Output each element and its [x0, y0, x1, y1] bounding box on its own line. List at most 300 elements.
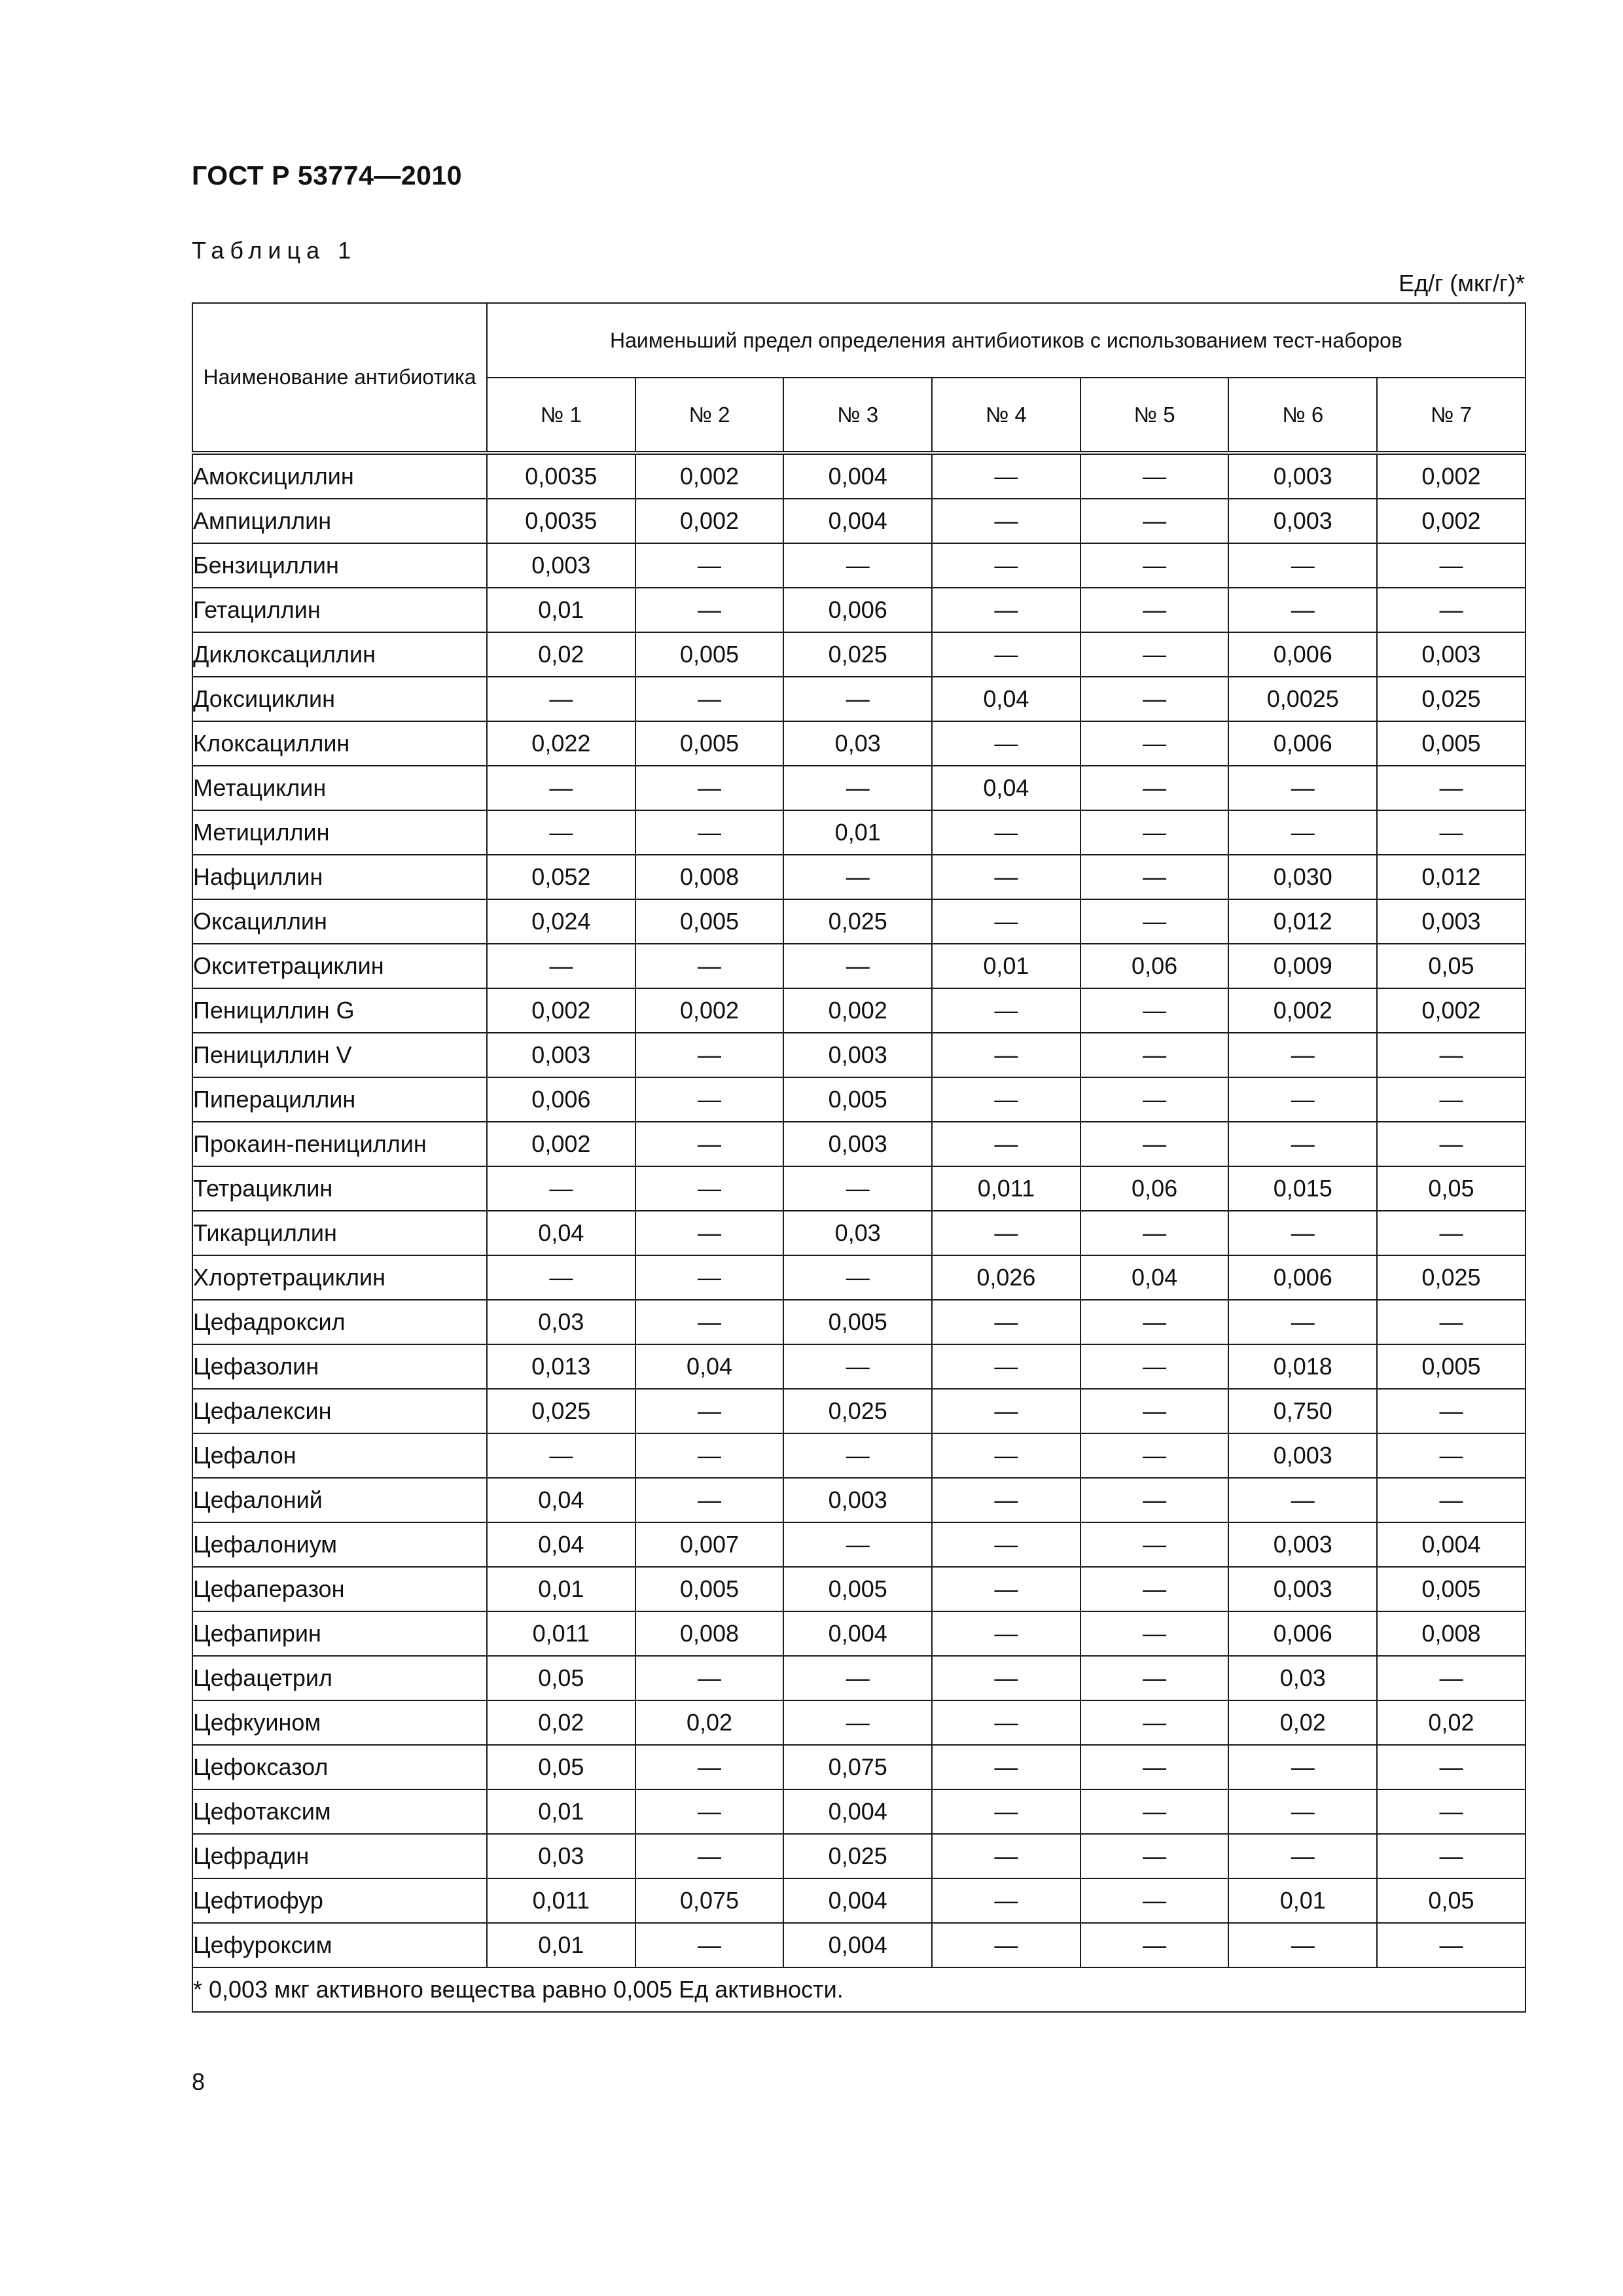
- antibiotic-name-cell: Окситетрациклин: [192, 944, 487, 988]
- units-label: Ед/г (мкг/г)*: [1399, 270, 1525, 296]
- antibiotic-name-cell: Доксициклин: [192, 677, 487, 721]
- value-cell-kit-4: —: [932, 1300, 1080, 1344]
- value-cell-kit-1: —: [487, 1255, 635, 1300]
- kit-header-2: № 2: [635, 378, 784, 453]
- antibiotic-name-cell: Бензициллин: [192, 543, 487, 588]
- value-cell-kit-3: 0,003: [783, 1478, 932, 1522]
- value-cell-kit-4: —: [932, 1077, 1080, 1122]
- value-cell-kit-2: 0,008: [635, 1611, 784, 1656]
- value-cell-kit-4: —: [932, 1344, 1080, 1389]
- value-cell-kit-6: —: [1228, 1122, 1377, 1166]
- value-cell-kit-1: 0,002: [487, 1122, 635, 1166]
- value-cell-kit-5: —: [1080, 1344, 1229, 1389]
- value-cell-kit-1: —: [487, 677, 635, 721]
- value-cell-kit-2: —: [635, 1789, 784, 1834]
- value-cell-kit-3: —: [783, 766, 932, 810]
- value-cell-kit-5: —: [1080, 855, 1229, 899]
- value-cell-kit-7: 0,005: [1377, 1567, 1525, 1611]
- value-cell-kit-1: —: [487, 1166, 635, 1211]
- antibiotic-name-cell: Цефалониум: [192, 1522, 487, 1567]
- table-row: [192, 677, 1525, 721]
- value-cell-kit-3: 0,002: [783, 988, 932, 1033]
- value-cell-kit-3: —: [783, 1700, 932, 1745]
- value-cell-kit-7: 0,002: [1377, 499, 1525, 543]
- value-cell-kit-2: 0,002: [635, 453, 784, 499]
- value-cell-kit-4: —: [932, 1478, 1080, 1522]
- value-cell-kit-3: 0,003: [783, 1122, 932, 1166]
- value-cell-kit-4: —: [932, 1789, 1080, 1834]
- value-cell-kit-4: —: [932, 1211, 1080, 1255]
- value-cell-kit-2: —: [635, 1923, 784, 1967]
- value-cell-kit-3: —: [783, 1255, 932, 1300]
- kit-header-4: № 4: [932, 378, 1080, 453]
- value-cell-kit-2: —: [635, 1033, 784, 1077]
- value-cell-kit-7: —: [1377, 1745, 1525, 1789]
- value-cell-kit-1: 0,01: [487, 1923, 635, 1967]
- value-cell-kit-7: —: [1377, 1656, 1525, 1700]
- footnote: * 0,003 мкг активного вещества равно 0,005 Ед активности.: [192, 1967, 1525, 2012]
- table-row: [192, 988, 1525, 1033]
- antibiotic-name-cell: Цефтиофур: [192, 1878, 487, 1923]
- antibiotic-name-cell: Цефалексин: [192, 1389, 487, 1433]
- value-cell-kit-5: —: [1080, 1611, 1229, 1656]
- value-cell-kit-7: —: [1377, 1211, 1525, 1255]
- value-cell-kit-4: —: [932, 899, 1080, 944]
- value-cell-kit-3: —: [783, 1656, 932, 1700]
- value-cell-kit-2: —: [635, 766, 784, 810]
- table-row: [192, 453, 1525, 499]
- value-cell-kit-1: 0,03: [487, 1300, 635, 1344]
- table-row: [192, 1077, 1525, 1122]
- document-title: ГОСТ Р 53774—2010: [192, 160, 463, 190]
- antibiotic-name-cell: Цефалоний: [192, 1478, 487, 1522]
- antibiotic-name-cell: Цефадроксил: [192, 1300, 487, 1344]
- value-cell-kit-1: 0,052: [487, 855, 635, 899]
- table-body: [192, 453, 1525, 2012]
- value-cell-kit-7: —: [1377, 1077, 1525, 1122]
- value-cell-kit-6: —: [1228, 543, 1377, 588]
- value-cell-kit-4: —: [932, 1745, 1080, 1789]
- value-cell-kit-3: 0,004: [783, 1923, 932, 1967]
- table-row: [192, 810, 1525, 855]
- value-cell-kit-6: 0,003: [1228, 1433, 1377, 1478]
- antibiotic-name-cell: Цефкуином: [192, 1700, 487, 1745]
- value-cell-kit-1: 0,003: [487, 543, 635, 588]
- table-row: [192, 1878, 1525, 1923]
- value-cell-kit-1: 0,02: [487, 1700, 635, 1745]
- value-cell-kit-6: 0,01: [1228, 1878, 1377, 1923]
- value-cell-kit-2: —: [635, 1834, 784, 1878]
- antibiotic-name-cell: Пиперациллин: [192, 1077, 487, 1122]
- value-cell-kit-5: —: [1080, 543, 1229, 588]
- value-cell-kit-3: —: [783, 1433, 932, 1478]
- value-cell-kit-3: —: [783, 1522, 932, 1567]
- value-cell-kit-3: 0,003: [783, 1033, 932, 1077]
- table-row: [192, 1745, 1525, 1789]
- kit-header-6: № 6: [1228, 378, 1377, 453]
- value-cell-kit-4: —: [932, 1878, 1080, 1923]
- value-cell-kit-1: 0,003: [487, 1033, 635, 1077]
- table-row: [192, 1567, 1525, 1611]
- value-cell-kit-4: —: [932, 1656, 1080, 1700]
- value-cell-kit-6: —: [1228, 1834, 1377, 1878]
- value-cell-kit-6: 0,03: [1228, 1656, 1377, 1700]
- antibiotic-name-cell: Метициллин: [192, 810, 487, 855]
- table-row: [192, 1211, 1525, 1255]
- kit-header-3: № 3: [783, 378, 932, 453]
- table-row: [192, 1300, 1525, 1344]
- value-cell-kit-3: —: [783, 1166, 932, 1211]
- value-cell-kit-4: —: [932, 1122, 1080, 1166]
- value-cell-kit-1: 0,0035: [487, 453, 635, 499]
- value-cell-kit-2: 0,02: [635, 1700, 784, 1745]
- value-cell-kit-3: 0,006: [783, 588, 932, 632]
- value-cell-kit-7: —: [1377, 1478, 1525, 1522]
- value-cell-kit-7: —: [1377, 1122, 1525, 1166]
- value-cell-kit-3: 0,03: [783, 721, 932, 766]
- value-cell-kit-7: 0,002: [1377, 988, 1525, 1033]
- value-cell-kit-3: 0,004: [783, 1878, 932, 1923]
- value-cell-kit-4: —: [932, 453, 1080, 499]
- value-cell-kit-2: —: [635, 1211, 784, 1255]
- value-cell-kit-1: 0,025: [487, 1389, 635, 1433]
- table-row: [192, 1122, 1525, 1166]
- table-row: [192, 1700, 1525, 1745]
- table-row: [192, 1923, 1525, 1967]
- antibiotics-table: [192, 302, 1526, 2013]
- value-cell-kit-3: —: [783, 543, 932, 588]
- value-cell-kit-1: 0,01: [487, 1789, 635, 1834]
- value-cell-kit-3: 0,005: [783, 1300, 932, 1344]
- value-cell-kit-2: —: [635, 677, 784, 721]
- value-cell-kit-1: 0,024: [487, 899, 635, 944]
- table-row: [192, 1389, 1525, 1433]
- antibiotic-name-cell: Цефоксазол: [192, 1745, 487, 1789]
- value-cell-kit-5: —: [1080, 1122, 1229, 1166]
- antibiotic-name-cell: Цефапирин: [192, 1611, 487, 1656]
- value-cell-kit-3: 0,004: [783, 453, 932, 499]
- value-cell-kit-6: —: [1228, 1211, 1377, 1255]
- value-cell-kit-4: —: [932, 1611, 1080, 1656]
- value-cell-kit-3: 0,025: [783, 632, 932, 677]
- value-cell-kit-5: —: [1080, 1923, 1229, 1967]
- table-row: [192, 855, 1525, 899]
- value-cell-kit-6: 0,006: [1228, 632, 1377, 677]
- value-cell-kit-7: 0,025: [1377, 677, 1525, 721]
- value-cell-kit-6: 0,02: [1228, 1700, 1377, 1745]
- value-cell-kit-5: —: [1080, 632, 1229, 677]
- value-cell-kit-6: —: [1228, 1478, 1377, 1522]
- value-cell-kit-5: —: [1080, 453, 1229, 499]
- antibiotic-name-cell: Цефуроксим: [192, 1923, 487, 1967]
- value-cell-kit-5: —: [1080, 1789, 1229, 1834]
- value-cell-kit-6: 0,006: [1228, 721, 1377, 766]
- table-caption: Таблица 1: [192, 237, 357, 264]
- value-cell-kit-6: 0,003: [1228, 453, 1377, 499]
- table-row: [192, 499, 1525, 543]
- value-cell-kit-4: —: [932, 1567, 1080, 1611]
- value-cell-kit-4: 0,026: [932, 1255, 1080, 1300]
- page-number: 8: [192, 2068, 205, 2095]
- value-cell-kit-2: —: [635, 1745, 784, 1789]
- value-cell-kit-2: —: [635, 543, 784, 588]
- value-cell-kit-7: —: [1377, 810, 1525, 855]
- value-cell-kit-7: 0,003: [1377, 632, 1525, 677]
- value-cell-kit-7: —: [1377, 1300, 1525, 1344]
- value-cell-kit-4: —: [932, 721, 1080, 766]
- kit-header-1: № 1: [487, 378, 635, 453]
- antibiotic-name-cell: Нафциллин: [192, 855, 487, 899]
- value-cell-kit-4: —: [932, 1389, 1080, 1433]
- table-row: [192, 1834, 1525, 1878]
- table-row: [192, 1522, 1525, 1567]
- value-cell-kit-6: —: [1228, 1300, 1377, 1344]
- antibiotic-name-cell: Диклоксациллин: [192, 632, 487, 677]
- value-cell-kit-2: 0,007: [635, 1522, 784, 1567]
- value-cell-kit-5: 0,06: [1080, 944, 1229, 988]
- value-cell-kit-6: 0,003: [1228, 1567, 1377, 1611]
- antibiotic-name-cell: Цефотаксим: [192, 1789, 487, 1834]
- value-cell-kit-1: —: [487, 766, 635, 810]
- value-cell-kit-4: —: [932, 588, 1080, 632]
- antibiotic-name-cell: Цефаперазон: [192, 1567, 487, 1611]
- antibiotic-name-cell: Хлортетрациклин: [192, 1255, 487, 1300]
- value-cell-kit-2: —: [635, 1389, 784, 1433]
- antibiotic-name-header: Наименование антибиотика: [192, 303, 487, 453]
- value-cell-kit-4: 0,04: [932, 766, 1080, 810]
- value-cell-kit-4: —: [932, 1433, 1080, 1478]
- kit-header-7: № 7: [1377, 378, 1525, 453]
- table-row: [192, 1433, 1525, 1478]
- value-cell-kit-2: 0,002: [635, 499, 784, 543]
- value-cell-kit-1: 0,05: [487, 1656, 635, 1700]
- table-row: [192, 1611, 1525, 1656]
- value-cell-kit-3: 0,03: [783, 1211, 932, 1255]
- value-cell-kit-7: 0,002: [1377, 453, 1525, 499]
- value-cell-kit-5: —: [1080, 1522, 1229, 1567]
- antibiotic-name-cell: Пенициллин G: [192, 988, 487, 1033]
- value-cell-kit-6: 0,015: [1228, 1166, 1377, 1211]
- value-cell-kit-2: —: [635, 1166, 784, 1211]
- value-cell-kit-6: —: [1228, 1789, 1377, 1834]
- value-cell-kit-3: —: [783, 855, 932, 899]
- value-cell-kit-4: —: [932, 1834, 1080, 1878]
- value-cell-kit-3: 0,005: [783, 1077, 932, 1122]
- value-cell-kit-6: 0,012: [1228, 899, 1377, 944]
- table-row: [192, 1255, 1525, 1300]
- value-cell-kit-4: —: [932, 1700, 1080, 1745]
- table-row: [192, 1033, 1525, 1077]
- value-cell-kit-5: —: [1080, 1300, 1229, 1344]
- value-cell-kit-6: —: [1228, 1077, 1377, 1122]
- value-cell-kit-1: —: [487, 1433, 635, 1478]
- value-cell-kit-2: —: [635, 810, 784, 855]
- detection-limit-header: Наименьший предел определения антибиотиков с использованием тест-наборов: [487, 303, 1525, 378]
- antibiotic-name-cell: Прокаин-пенициллин: [192, 1122, 487, 1166]
- table-row: [192, 899, 1525, 944]
- value-cell-kit-1: 0,013: [487, 1344, 635, 1389]
- table-row: [192, 1478, 1525, 1522]
- value-cell-kit-2: 0,008: [635, 855, 784, 899]
- value-cell-kit-4: —: [932, 632, 1080, 677]
- value-cell-kit-7: 0,004: [1377, 1522, 1525, 1567]
- value-cell-kit-1: 0,03: [487, 1834, 635, 1878]
- value-cell-kit-1: 0,002: [487, 988, 635, 1033]
- value-cell-kit-4: —: [932, 988, 1080, 1033]
- value-cell-kit-5: 0,04: [1080, 1255, 1229, 1300]
- value-cell-kit-6: 0,750: [1228, 1389, 1377, 1433]
- value-cell-kit-1: 0,05: [487, 1745, 635, 1789]
- value-cell-kit-1: 0,04: [487, 1211, 635, 1255]
- value-cell-kit-7: —: [1377, 543, 1525, 588]
- value-cell-kit-7: 0,012: [1377, 855, 1525, 899]
- value-cell-kit-7: 0,05: [1377, 1878, 1525, 1923]
- value-cell-kit-7: 0,008: [1377, 1611, 1525, 1656]
- value-cell-kit-7: —: [1377, 1789, 1525, 1834]
- value-cell-kit-7: 0,05: [1377, 1166, 1525, 1211]
- kit-header-5: № 5: [1080, 378, 1229, 453]
- value-cell-kit-7: —: [1377, 1923, 1525, 1967]
- value-cell-kit-5: —: [1080, 677, 1229, 721]
- value-cell-kit-6: 0,018: [1228, 1344, 1377, 1389]
- value-cell-kit-4: —: [932, 810, 1080, 855]
- value-cell-kit-4: —: [932, 1033, 1080, 1077]
- value-cell-kit-5: —: [1080, 810, 1229, 855]
- value-cell-kit-7: —: [1377, 1433, 1525, 1478]
- value-cell-kit-1: —: [487, 944, 635, 988]
- table-row: [192, 766, 1525, 810]
- value-cell-kit-2: —: [635, 1656, 784, 1700]
- value-cell-kit-5: —: [1080, 988, 1229, 1033]
- value-cell-kit-4: —: [932, 1923, 1080, 1967]
- value-cell-kit-5: —: [1080, 766, 1229, 810]
- value-cell-kit-3: 0,075: [783, 1745, 932, 1789]
- value-cell-kit-4: 0,01: [932, 944, 1080, 988]
- antibiotic-name-cell: Оксациллин: [192, 899, 487, 944]
- antibiotic-name-cell: Метациклин: [192, 766, 487, 810]
- table-row: [192, 588, 1525, 632]
- value-cell-kit-6: 0,030: [1228, 855, 1377, 899]
- value-cell-kit-5: —: [1080, 721, 1229, 766]
- value-cell-kit-6: 0,006: [1228, 1611, 1377, 1656]
- value-cell-kit-1: 0,011: [487, 1878, 635, 1923]
- value-cell-kit-2: —: [635, 1478, 784, 1522]
- value-cell-kit-6: 0,002: [1228, 988, 1377, 1033]
- value-cell-kit-1: 0,02: [487, 632, 635, 677]
- antibiotic-name-cell: Цефацетрил: [192, 1656, 487, 1700]
- value-cell-kit-4: —: [932, 499, 1080, 543]
- antibiotic-name-cell: Цефрадин: [192, 1834, 487, 1878]
- value-cell-kit-7: 0,02: [1377, 1700, 1525, 1745]
- value-cell-kit-7: —: [1377, 766, 1525, 810]
- table-row: [192, 1344, 1525, 1389]
- value-cell-kit-6: 0,009: [1228, 944, 1377, 988]
- value-cell-kit-7: —: [1377, 1389, 1525, 1433]
- value-cell-kit-3: —: [783, 1344, 932, 1389]
- value-cell-kit-1: 0,011: [487, 1611, 635, 1656]
- value-cell-kit-7: 0,05: [1377, 944, 1525, 988]
- value-cell-kit-2: 0,005: [635, 1567, 784, 1611]
- antibiotic-name-cell: Клоксациллин: [192, 721, 487, 766]
- value-cell-kit-2: 0,005: [635, 899, 784, 944]
- value-cell-kit-5: —: [1080, 588, 1229, 632]
- value-cell-kit-3: —: [783, 677, 932, 721]
- table-row: [192, 721, 1525, 766]
- value-cell-kit-5: —: [1080, 1077, 1229, 1122]
- value-cell-kit-3: 0,01: [783, 810, 932, 855]
- value-cell-kit-3: 0,004: [783, 1611, 932, 1656]
- value-cell-kit-2: 0,002: [635, 988, 784, 1033]
- value-cell-kit-1: —: [487, 810, 635, 855]
- value-cell-kit-2: —: [635, 588, 784, 632]
- value-cell-kit-6: 0,003: [1228, 499, 1377, 543]
- antibiotic-name-cell: Цефалон: [192, 1433, 487, 1478]
- antibiotic-name-cell: Амоксициллин: [192, 453, 487, 499]
- value-cell-kit-4: —: [932, 855, 1080, 899]
- value-cell-kit-6: 0,003: [1228, 1522, 1377, 1567]
- value-cell-kit-5: 0,06: [1080, 1166, 1229, 1211]
- value-cell-kit-7: —: [1377, 588, 1525, 632]
- value-cell-kit-2: —: [635, 1122, 784, 1166]
- value-cell-kit-2: 0,005: [635, 721, 784, 766]
- table-row: [192, 1166, 1525, 1211]
- antibiotic-name-cell: Тетрациклин: [192, 1166, 487, 1211]
- table-row: [192, 1789, 1525, 1834]
- value-cell-kit-2: 0,075: [635, 1878, 784, 1923]
- value-cell-kit-5: —: [1080, 1389, 1229, 1433]
- value-cell-kit-2: —: [635, 944, 784, 988]
- value-cell-kit-6: —: [1228, 1033, 1377, 1077]
- value-cell-kit-6: —: [1228, 588, 1377, 632]
- table-row: [192, 944, 1525, 988]
- value-cell-kit-4: —: [932, 1522, 1080, 1567]
- value-cell-kit-5: —: [1080, 1656, 1229, 1700]
- value-cell-kit-3: 0,005: [783, 1567, 932, 1611]
- value-cell-kit-6: 0,006: [1228, 1255, 1377, 1300]
- value-cell-kit-1: 0,01: [487, 588, 635, 632]
- value-cell-kit-3: 0,025: [783, 899, 932, 944]
- antibiotic-name-cell: Цефазолин: [192, 1344, 487, 1389]
- antibiotic-name-cell: Гетациллин: [192, 588, 487, 632]
- value-cell-kit-6: 0,0025: [1228, 677, 1377, 721]
- value-cell-kit-6: —: [1228, 766, 1377, 810]
- value-cell-kit-5: —: [1080, 1700, 1229, 1745]
- value-cell-kit-3: 0,025: [783, 1834, 932, 1878]
- value-cell-kit-1: 0,022: [487, 721, 635, 766]
- value-cell-kit-3: 0,025: [783, 1389, 932, 1433]
- value-cell-kit-2: 0,04: [635, 1344, 784, 1389]
- value-cell-kit-7: —: [1377, 1033, 1525, 1077]
- value-cell-kit-5: —: [1080, 1211, 1229, 1255]
- value-cell-kit-5: —: [1080, 1478, 1229, 1522]
- value-cell-kit-7: 0,025: [1377, 1255, 1525, 1300]
- value-cell-kit-3: 0,004: [783, 499, 932, 543]
- value-cell-kit-5: —: [1080, 1878, 1229, 1923]
- value-cell-kit-6: —: [1228, 1923, 1377, 1967]
- value-cell-kit-7: —: [1377, 1834, 1525, 1878]
- value-cell-kit-2: —: [635, 1433, 784, 1478]
- value-cell-kit-7: 0,005: [1377, 1344, 1525, 1389]
- table-row: [192, 543, 1525, 588]
- value-cell-kit-5: —: [1080, 1745, 1229, 1789]
- value-cell-kit-1: 0,01: [487, 1567, 635, 1611]
- value-cell-kit-7: 0,003: [1377, 899, 1525, 944]
- value-cell-kit-3: 0,004: [783, 1789, 932, 1834]
- value-cell-kit-5: —: [1080, 899, 1229, 944]
- value-cell-kit-2: —: [635, 1077, 784, 1122]
- value-cell-kit-5: —: [1080, 1834, 1229, 1878]
- table-row: [192, 632, 1525, 677]
